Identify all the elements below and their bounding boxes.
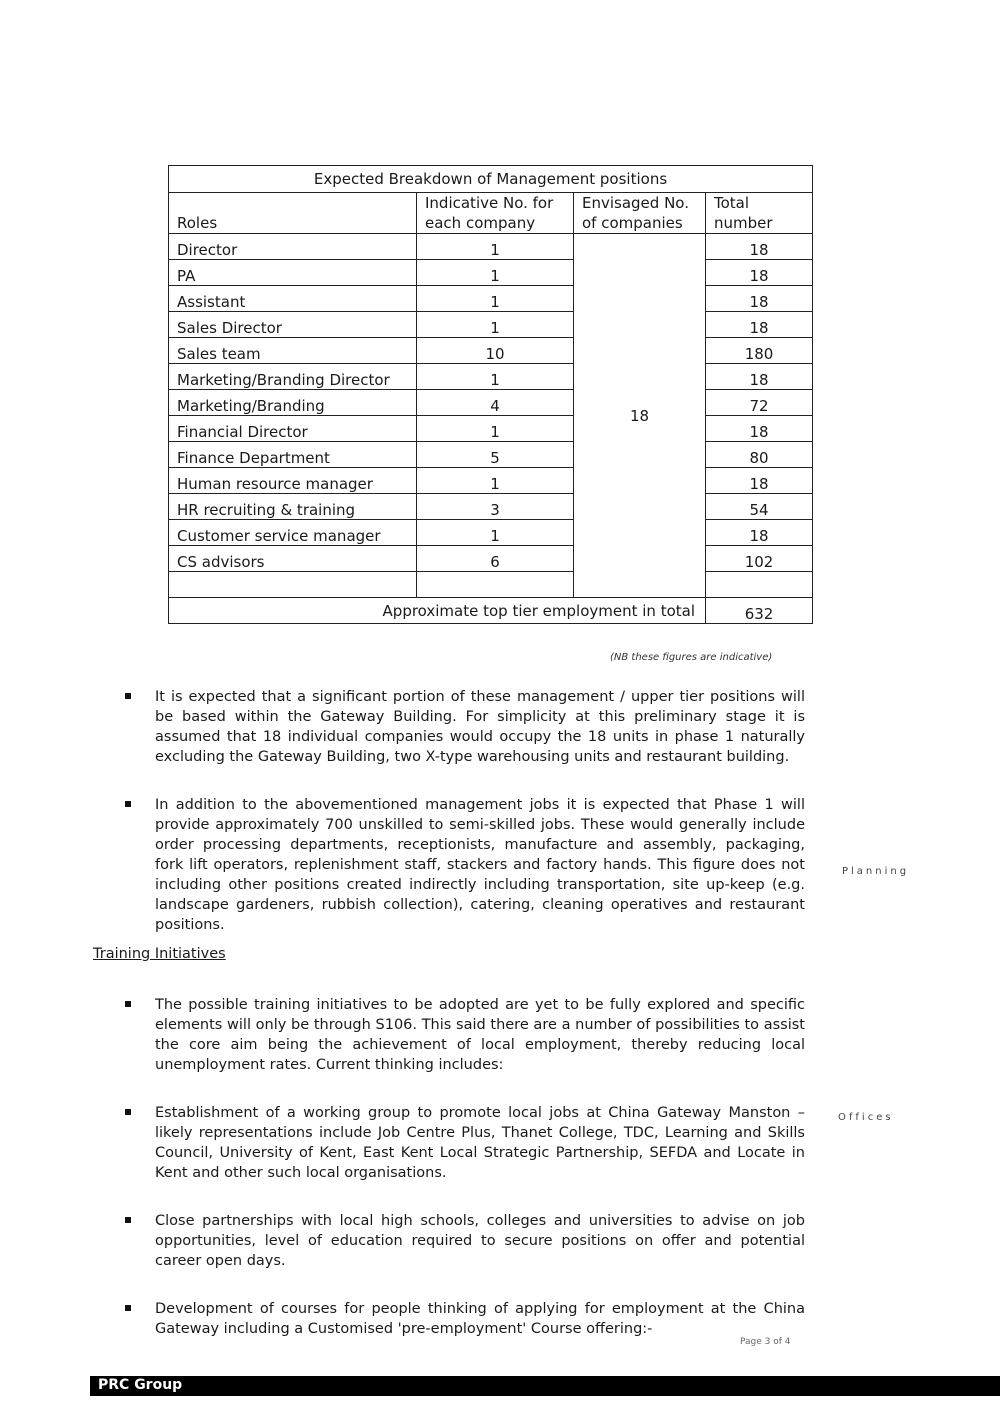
bullet-text: Close partnerships with local high schools, colleges and universities to advise on job opportunities, level of education required to secure positions on offer and potential career open days. [155, 1213, 805, 1269]
table-blank-row [169, 572, 813, 598]
role-cell: Marketing/Branding [169, 390, 417, 416]
bullet-text: In addition to the abovementioned management jobs it is expected that Phase 1 will provide approximately 700 unskilled to semi-skilled jobs. These would generally include order processing departments, receptionists, manufacture and assembly, packaging, fork lift operators, replenishment staff, stackers and factory hands. This figure does not including other positions created indirectly including transportation, site up-keep (e.g. landscape gardeners, rubbish collection), catering, cleaning operatives and restaurant positions. [155, 797, 805, 933]
bullet-text: It is expected that a significant portion of these management / upper tier positions will be based within the Gateway Building. For simplicity at this preliminary stage it is assumed that 18 individual companies would occupy the 18 units in phase 1 naturally excluding the Gateway Building, two X-type warehousing units and restaurant building. [155, 689, 805, 765]
role-cell: Finance Department [169, 442, 417, 468]
table-row [169, 468, 813, 494]
total-cell: 54 [706, 494, 813, 520]
bullet-icon [125, 1217, 131, 1223]
indicative-cell: 6 [417, 546, 574, 572]
table-row [169, 390, 813, 416]
indicative-cell: 4 [417, 390, 574, 416]
envisaged-cell: 18 [574, 234, 706, 598]
bullet-text: Development of courses for people thinking of applying for employment at the China Gateway including a Customised 'pre-employment' Course offering:- [155, 1301, 805, 1337]
total-cell: 72 [706, 390, 813, 416]
bullet-item [115, 995, 805, 1075]
role-cell: Sales team [169, 338, 417, 364]
header-indicative: Indicative No. for each company [417, 193, 574, 234]
indicative-cell: 1 [417, 468, 574, 494]
indicative-cell: 1 [417, 234, 574, 260]
table-row [169, 520, 813, 546]
management-positions-table [168, 165, 813, 624]
management-positions-table-wrapper [168, 165, 812, 624]
total-cell: 18 [706, 520, 813, 546]
indicative-cell: 5 [417, 442, 574, 468]
indicative-cell: 10 [417, 338, 574, 364]
bullet-item [115, 1211, 805, 1271]
blank-role-cell [169, 572, 417, 598]
table-row [169, 260, 813, 286]
bullet-icon [125, 1109, 131, 1115]
total-cell: 18 [706, 416, 813, 442]
bullet-item [115, 687, 805, 767]
header-envisaged: Envisaged No. of companies [574, 193, 706, 234]
table-header-row [169, 193, 813, 234]
footer-brand: PRC Group [98, 1377, 183, 1393]
bullet-list-top [115, 687, 805, 963]
role-cell: PA [169, 260, 417, 286]
indicative-cell: 1 [417, 416, 574, 442]
bullet-list-training [115, 995, 805, 1367]
table-row [169, 286, 813, 312]
total-cell: 18 [706, 364, 813, 390]
table-total-row [169, 598, 813, 624]
margin-label-planning: Planning [842, 866, 910, 877]
indicative-cell: 1 [417, 520, 574, 546]
bullet-icon [125, 693, 131, 699]
total-cell: 18 [706, 468, 813, 494]
indicative-cell: 1 [417, 286, 574, 312]
page-number: Page 3 of 4 [740, 1337, 791, 1347]
total-cell: 18 [706, 312, 813, 338]
role-cell: Sales Director [169, 312, 417, 338]
margin-label-offices: Offices [838, 1112, 894, 1123]
total-label: Approximate top tier employment in total [169, 598, 706, 624]
table-body [169, 166, 813, 624]
total-value: 632 [706, 598, 813, 624]
table-row [169, 546, 813, 572]
indicative-cell: 1 [417, 364, 574, 390]
role-cell: Financial Director [169, 416, 417, 442]
blank-total-cell [706, 572, 813, 598]
table-row [169, 312, 813, 338]
bullet-icon [125, 1305, 131, 1311]
role-cell: Assistant [169, 286, 417, 312]
indicative-cell: 1 [417, 312, 574, 338]
table-note: (NB these figures are indicative) [610, 652, 773, 663]
blank-indicative-cell [417, 572, 574, 598]
total-cell: 18 [706, 260, 813, 286]
role-cell: HR recruiting & training [169, 494, 417, 520]
indicative-cell: 3 [417, 494, 574, 520]
role-cell: Customer service manager [169, 520, 417, 546]
bullet-icon [125, 1001, 131, 1007]
bullet-item [115, 1103, 805, 1183]
role-cell: CS advisors [169, 546, 417, 572]
table-row [169, 234, 813, 260]
table-row [169, 442, 813, 468]
section-heading-training: Training Initiatives [93, 946, 226, 962]
header-roles: Roles [169, 193, 417, 234]
table-row [169, 416, 813, 442]
bullet-text: Establishment of a working group to promote local jobs at China Gateway Manston – likely representations include Job Centre Plus, Thanet College, TDC, Learning and Skills Council, University of Kent, East Kent Local Strategic Partnership, SEFDA and Locate in Kent and other such local organisations. [155, 1105, 805, 1181]
total-cell: 180 [706, 338, 813, 364]
table-caption-row [169, 166, 813, 193]
footer-bar [90, 1376, 1000, 1396]
bullet-item [115, 1299, 805, 1339]
role-cell: Director [169, 234, 417, 260]
bullet-text: The possible training initiatives to be adopted are yet to be fully explored and specific elements will only be through S106. This said there are a number of possibilities to assist the core aim being the achievement of local employment, thereby reducing local unemployment rates. Current thinking includes: [155, 997, 805, 1073]
indicative-cell: 1 [417, 260, 574, 286]
table-row [169, 494, 813, 520]
total-cell: 102 [706, 546, 813, 572]
table-row [169, 338, 813, 364]
header-total: Total number [706, 193, 813, 234]
bullet-item [115, 795, 805, 935]
table-caption: Expected Breakdown of Management positions [169, 166, 813, 193]
total-cell: 18 [706, 286, 813, 312]
role-cell: Marketing/Branding Director [169, 364, 417, 390]
total-cell: 18 [706, 234, 813, 260]
table-row [169, 364, 813, 390]
total-cell: 80 [706, 442, 813, 468]
role-cell: Human resource manager [169, 468, 417, 494]
bullet-icon [125, 801, 131, 807]
